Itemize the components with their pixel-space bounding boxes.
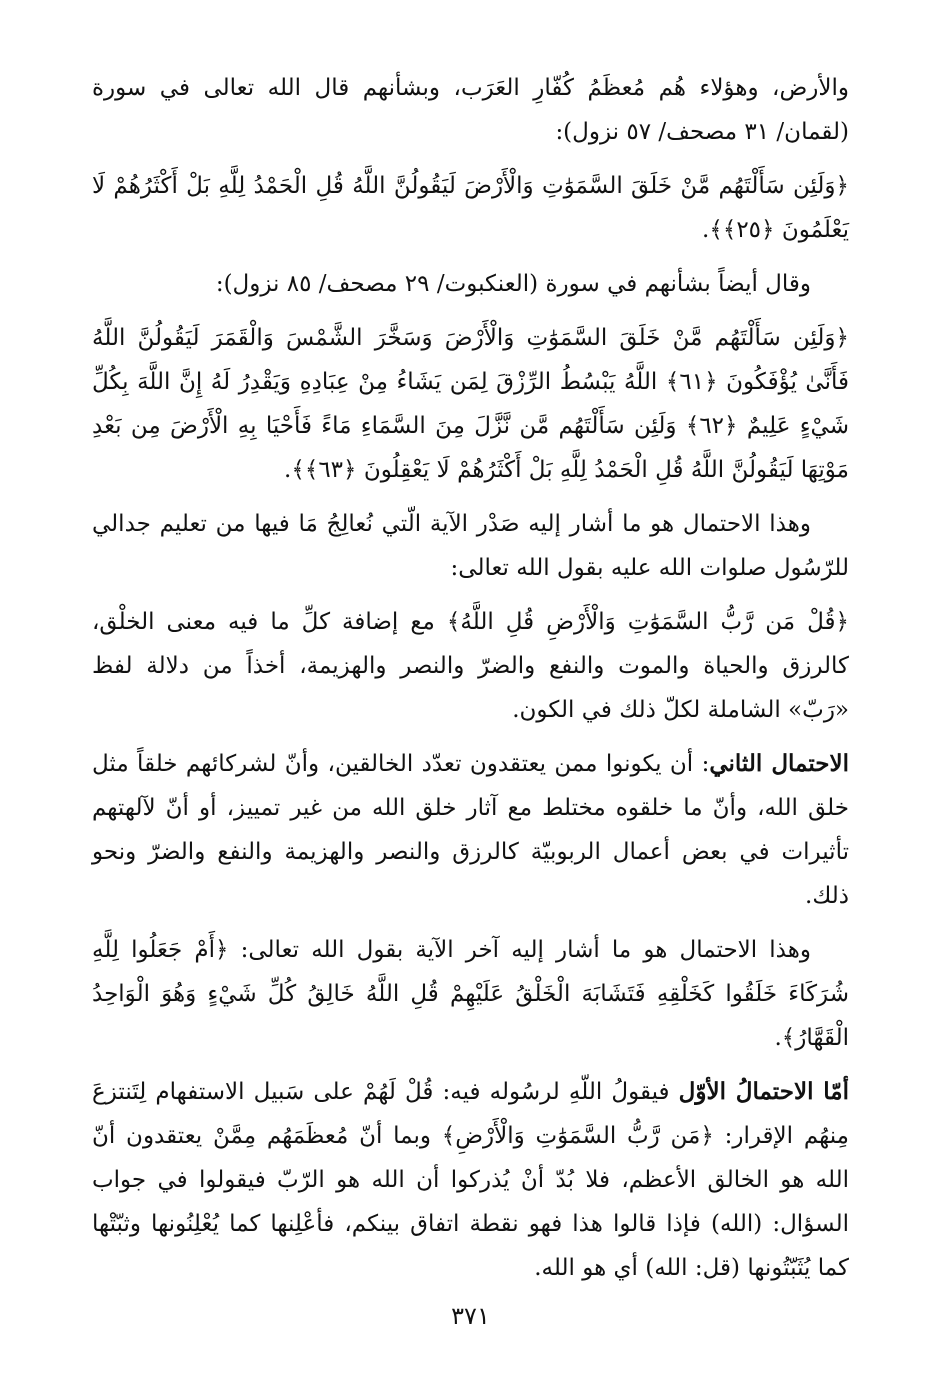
paragraph-ankabut-intro: وقال أيضاً بشأنهم في سورة (العنكبوت/ ٢٩ مصحف/ ٨٥ نزول): — [215, 271, 811, 297]
paragraph-second-possibility-reference: وهذا الاحتمال هو ما أشار إليه آخر الآية بقول الله تعالى: ﴿أَمْ جَعَلُوا لِلَّهِ شُرَكَاءَ خَلَقُوا كَخَلْقِهِ فَتَشَابَهَ الْخَلْقُ عَلَيْهِمْ قُلِ اللَّهُ خَالِقُ كُلِّ شَيْءٍ وَهُوَ الْوَاحِدُ الْقَهَّارُ﴾. — [92, 937, 849, 1051]
second-possibility-heading: الاحتمال الثاني — [709, 750, 849, 777]
page-number: ٣٧١ — [451, 1302, 490, 1330]
paragraph-second-possibility — [92, 742, 849, 918]
second-possibility-text: : أن يكونوا ممن يعتقدون تعدّد الخالقين، وأنّ لشركائهم خلقاً مثل خلق الله، وأنّ ما خلقوه مختلط مع آثار خلق الله من غير تمييز، أو أنّ لآلهتهم تأثيرات في بعض أعمال الربوبيّة كالرزق والنصر والهزيمة والنفع والضرّ ونحو ذلك. — [92, 751, 849, 909]
paragraph-first-possibility — [92, 1070, 849, 1290]
first-possibility-heading: أمّا الاحتمالُ الأوّل — [678, 1078, 849, 1105]
paragraph-rabb-verse: ﴿قُلْ مَن رَّبُّ السَّمَوَٰتِ وَالْأَرْضِ قُلِ اللَّهُ﴾ مع إضافة كلِّ ما فيه معنى الخلْق، كالرزق والحياة والموت والنفع والضرّ والنصر والهزيمة، أخذاً من دلالة لفظ «رَبّ» الشاملة لكلّ ذلك في الكون. — [92, 609, 849, 723]
quran-verses-ankabut: ﴿وَلَئِن سَأَلْتَهُم مَّنْ خَلَقَ السَّمَوَٰتِ وَالْأَرْضَ وَسَخَّرَ الشَّمْسَ وَالْقَمَرَ لَيَقُولُنَّ اللَّهُ فَأَنَّىٰ يُؤْفَكُونَ ﴿٦١﴾ اللَّهُ يَبْسُطُ الرِّزْقَ لِمَن يَشَاءُ مِنْ عِبَادِهِ وَيَقْدِرُ لَهُ إِنَّ اللَّهَ بِكُلِّ شَيْءٍ عَلِيمٌ ﴿٦٢﴾ وَلَئِن سَأَلْتَهُم مَّن نَّزَّلَ مِنَ السَّمَاءِ مَاءً فَأَحْيَا بِهِ الْأَرْضَ مِن بَعْدِ مَوْتِهَا لَيَقُولُنَّ اللَّهُ قُلِ الْحَمْدُ لِلَّهِ بَلْ أَكْثَرُهُمْ لَا يَعْقِلُونَ ﴿٦٣﴾﴾. — [92, 325, 849, 483]
paragraph-first-possibility-reference: وهذا الاحتمال هو ما أشار إليه صَدْر الآية الّتي نُعالِجُ مَا فيها من تعليم جدالي للرّسُول صلوات الله عليه بقول الله تعالى: — [92, 511, 849, 581]
quran-verse-luqman: ﴿وَلَئِن سَأَلْتَهُم مَّنْ خَلَقَ السَّمَوَٰتِ وَالْأَرْضَ لَيَقُولُنَّ اللَّهُ قُلِ الْحَمْدُ لِلَّهِ بَلْ أَكْثَرُهُمْ لَا يَعْلَمُونَ ﴿٢٥﴾﴾. — [92, 173, 849, 243]
first-possibility-text: فيقولُ اللّهِ لرسُوله فيه: قُلْ لَهُمْ على سَبيل الاستفهام لِتَنتزعَ مِنهُم الإقرار: ﴿مَن رَّبُّ السَّمَوَٰتِ وَالْأَرْضِ﴾ وبما أنّ مُعظَمَهُم مِمَّنْ يعتقدون أنّ الله هو الخالق الأعظم، فلا بُدّ أنْ يُذركوا أن الله هو الرّبّ فيقولوا في جواب السؤال: (الله) فإذا قالوا هذا فهو نقطة اتفاق بينكم، فأعْلِنها كما يُعْلِنُونها وثبّتْها كما يُثَبّتُونها (قل: الله) أي هو الله. — [92, 1079, 849, 1281]
paragraph-intro: والأرض، وهؤلاء هُم مُعظَمُ كُفّارِ العَرَب، وبشأنهم قال الله تعالى في سورة (لقمان/ ٣١ مصحف/ ٥٧ نزول): — [92, 75, 849, 145]
